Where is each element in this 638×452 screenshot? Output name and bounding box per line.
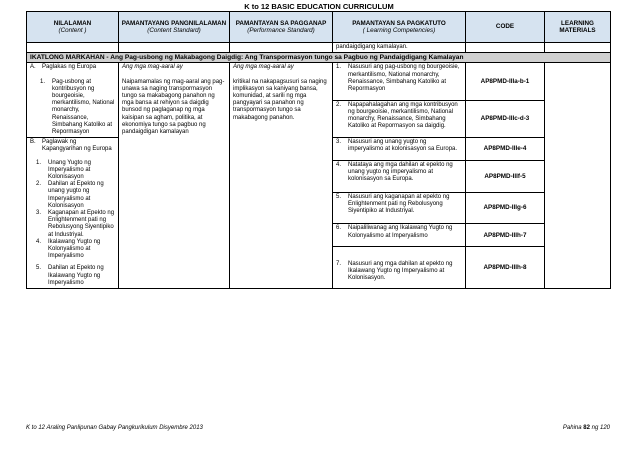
competency-3: 3. Nasusuri ang unang yugto ng imperyalismo at kolonisasyon sa Europa. [333,138,466,161]
table-row [27,63,611,100]
header-code: CODE [466,12,545,43]
code-5: AP8PMD-IIIg-6 [466,192,545,224]
content-cell-a: A. Paglakas ng Europa 1. Pag-usbong at kontribusyon ng bourgeoisie, merkantilismo, National monarchy, Renaissance, Simbahang Katoliko at Repormasyon [27,63,119,138]
header-content-standard: PAMANTAYANG PANGNILALAMAN (Content Standard) [119,12,230,43]
code-1: AP8PMD-IIIa-b-1 [466,63,545,100]
competency-7: 7. Nasusuri ang mga dahilan at epekto ng Ikalawang Yugto ng Imperyalismo at Kolonisasyon. [333,246,466,288]
quarter-title: IKATLONG MARKAHAN - Ang Pag-usbong ng Makabagong Daigdig: Ang Transpormasyon tungo sa Pagbuo ng Pandaigdigang Kamalayan [27,53,611,63]
footer-document-name: K to 12 Araling Panlipunan Gabay Pangkurikulum Disyembre 2013 [26,425,203,431]
header-learning-materials: LEARNING MATERIALS [545,12,611,43]
carryover-row [27,43,611,53]
content-cell-b: B. Paglawak ng Kapangyarihan ng Europa 1. Unang Yugto ng Imperyalismo at Kolonisasyon 2. Dahilan at Epekto ng unang yugto ng Imperyalismo at Kolonisasyon 3. Kaganapan at Epekto ng Enlightenment pati ng Rebolusyong Siyentipiko at Industriyal. 4. Ikalawang Yugto ng Kolonyalismo at Imperyalismo 5. Dahilan at Epekto ng Ikalawang Yugto ng Imperyalismo [27,138,119,289]
carryover-text: pandaigdigang kamalayan. [333,43,466,53]
competency-4: 4. Natataya ang mga dahilan at epekto ng unang yugto ng imperyalismo at kolonisasyon sa Europa. [333,160,466,192]
quarter-row [27,53,611,63]
header-content: NILALAMAN (Content ) [27,12,119,43]
performance-standard-cell: Ang mga mag-aaral ay kritikal na nakapagsusuri sa naging implikasyon sa kaniyang bansa, komunidad, at sarili ng mga pangyayari sa panahon ng transpormasyon tungo sa makabagong panahon. [230,63,333,289]
header-row [27,12,611,43]
code-3: AP8PMD-IIIe-4 [466,138,545,161]
curriculum-table [26,11,611,289]
header-performance-standard: PAMANTAYAN SA PAGGANAP (Performance Standard) [230,12,333,43]
header-learning-competencies: PAMANTAYAN SA PAGKATUTO ( Learning Competencies) [333,12,466,43]
content-standard-cell: Ang mga mag-aaral ay Naipamamalas ng mag-aaral ang pag-unawa sa naging transpormasyon tungo sa makabagong panahon ng mga bansa at rehiyon sa daigdig bunsod ng paglaganap ng mga kaisipan sa agham, politika, at ekonomiya tungo sa pagbuo ng pandaigdigan kamalayan [119,63,230,289]
code-6: AP8PMD-IIIh-7 [466,224,545,247]
competency-2: 2. Napapahalagahan ang mga kontribusyon ng bourgeoisie, merkantilismo, National monarchy, Renaissance, Simbahang Katoliko at Repormasyon sa daigdig. [333,100,466,137]
document-title: K to 12 BASIC EDUCATION CURRICULUM [244,2,394,11]
code-4: AP8PMD-IIIf-5 [466,160,545,192]
competency-1: 1. Nasusuri ang pag-usbong ng bourgeoisie, merkantilismo, National monarchy, Renaissance, Simbahang Katoliko at Repormasyon [333,63,466,100]
code-2: AP8PMD-IIIc-d-3 [466,100,545,137]
code-7: AP8PMD-IIIh-8 [466,246,545,288]
competency-5: 5. Nasusuri ang kaganapan at epekto ng Enlightenment pati ng Rebolusyong Siyentipiko at Industriyal. [333,192,466,224]
competency-6: 6. Naipaliliwanag ang Ikalawang Yugto ng Kolonyalismo at Imperyalismo [333,224,466,247]
materials-cell [545,63,611,289]
footer-page-number: Pahina 82 ng 120 [562,425,610,431]
